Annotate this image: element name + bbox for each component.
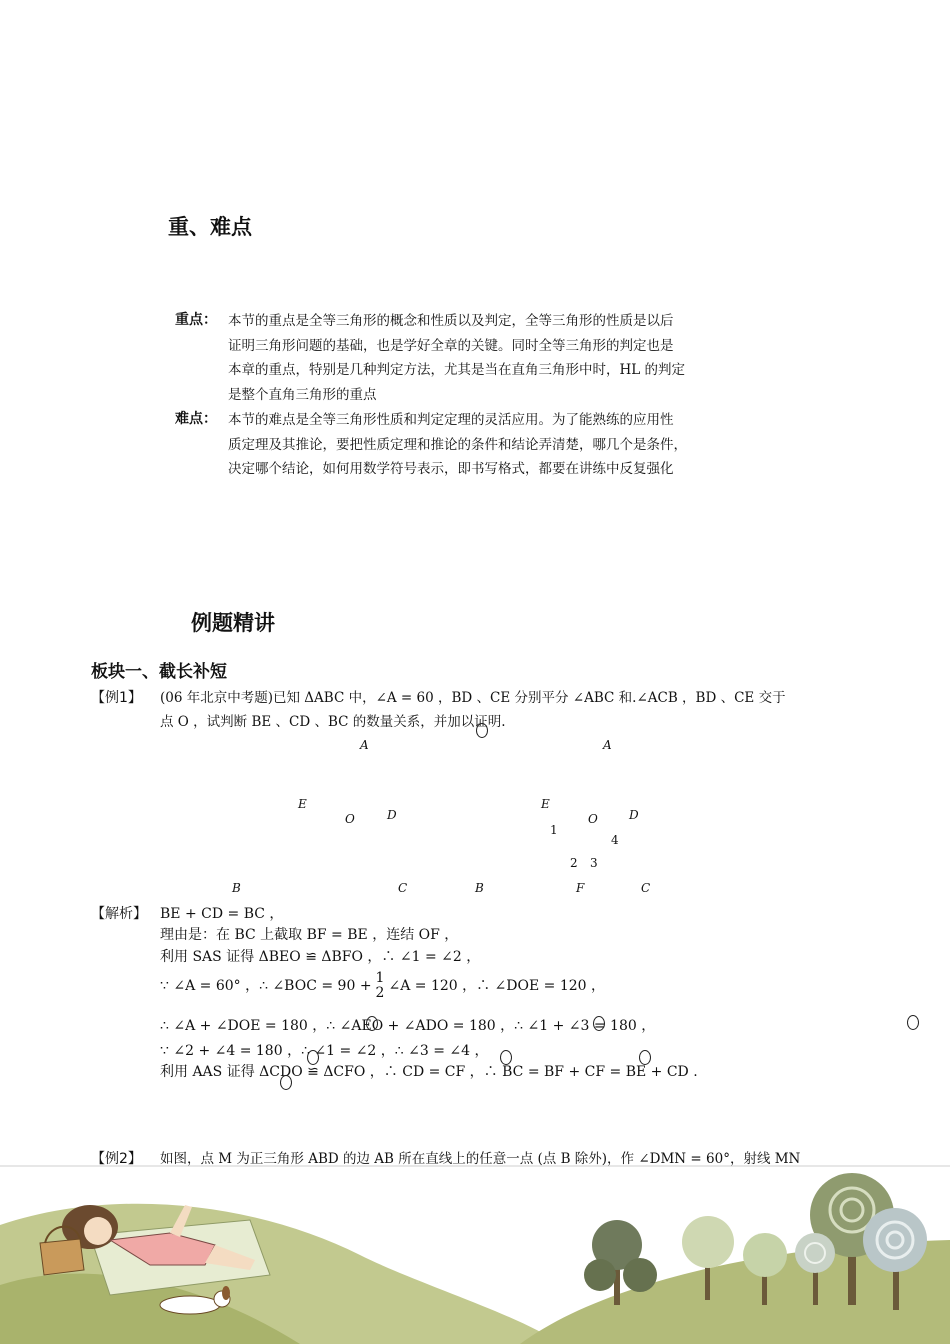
solution-line-3 <box>160 968 605 1004</box>
difficult-points-label: 难点： <box>175 411 217 427</box>
solution-line-2: 利用 SAS 证得 ΔBEO ≌ ΔBFO ，∴ ∠1 = ∠2 ， <box>160 949 481 965</box>
fig2-label-1: 1 <box>550 823 558 837</box>
fig2-label-2: 2 <box>570 856 578 870</box>
example-2-tag: 【例2】 <box>91 1151 142 1167</box>
solution-line-3-left: ∵ ∠A = 60° ，∴ ∠BOC = 90 + <box>160 978 372 994</box>
fig2-label-4: 4 <box>611 833 619 847</box>
fig1-label-b: B <box>232 881 241 895</box>
fig2-label-d: D <box>629 808 639 822</box>
margin-circle-mark <box>476 723 488 738</box>
fig1-label-d: D <box>387 808 397 822</box>
margin-circle-mark <box>907 1015 919 1030</box>
fig2-label-o: O <box>588 812 598 826</box>
margin-circle-mark <box>307 1050 319 1065</box>
fig2-label-a: A <box>603 738 612 752</box>
key-points-label: 重点： <box>175 312 217 328</box>
fig1-label-o: O <box>345 812 355 826</box>
margin-circle-mark <box>639 1050 651 1065</box>
difficult-points-line-1: 本节的难点是全等三角形性质和判定定理的灵活应用。为了能熟练的应用性 <box>228 412 674 428</box>
solution-line-1: 理由是：在 BC 上截取 BF = BE ，连结 OF ， <box>160 927 459 943</box>
margin-circle-mark <box>500 1050 512 1065</box>
section-title: 板块一、截长补短 <box>91 662 227 682</box>
solution-line-6: 利用 AAS 证得 ΔCDO ≌ ΔCFO ，∴ CD = CF ，∴ BC = BF + CF = BE + CD . <box>160 1064 698 1080</box>
margin-circle-mark <box>593 1016 605 1031</box>
solution-line-3-right: ∠A = 120 ，∴ ∠DOE = 120 ， <box>388 978 606 994</box>
fig1-label-a: A <box>360 738 369 752</box>
solution-line-0: BE + CD = BC ， <box>160 906 284 922</box>
fig2-label-3: 3 <box>590 856 598 870</box>
solution-line-5: ∵ ∠2 + ∠4 = 180 ，∴ ∠1 = ∠2 ，∴ ∠3 = ∠4 ， <box>160 1043 489 1059</box>
heading-key-points: 重、难点 <box>168 215 252 239</box>
solution-tag: 【解析】 <box>91 906 147 922</box>
fraction-numerator: 1 <box>375 970 385 986</box>
key-points-line-1: 本节的重点是全等三角形的概念和性质以及判定，全等三角形的性质是以后 <box>228 313 674 329</box>
example-1-tag: 【例1】 <box>91 690 142 706</box>
key-points-line-3: 本章的重点，特别是几种判定方法，尤其是当在直角三角形中时，HL 的判定 <box>228 362 686 378</box>
fig1-label-c: C <box>398 881 408 895</box>
fraction-denominator: 2 <box>375 985 385 1001</box>
footer-illustration <box>0 1165 950 1344</box>
example-1-line-1: (06 年北京中考题)已知 ΔABC 中，∠A = 60 ，BD 、CE 分别平分 ∠ABC 和.∠ACB ，BD 、CE 交于 <box>160 690 786 706</box>
fig1-label-e: E <box>298 797 307 811</box>
solution-line-4: ∴ ∠A + ∠DOE = 180 ，∴ ∠AEO + ∠ADO = 180 ，∴ ∠1 + ∠3 = 180 ， <box>160 1018 656 1034</box>
fraction-one-half <box>376 971 385 1001</box>
key-points-line-4: 是整个直角三角形的重点 <box>228 387 377 403</box>
margin-circle-mark <box>366 1016 378 1031</box>
margin-circle-mark <box>280 1075 292 1090</box>
example-1-line-2: 点 O ，试判断 BE 、CD 、BC 的数量关系，并加以证明. <box>160 714 506 730</box>
heading-examples: 例题精讲 <box>191 611 275 635</box>
fig2-label-c: C <box>641 881 651 895</box>
difficult-points-line-3: 决定哪个结论，如何用数学符号表示，即书写格式，都要在讲练中反复强化 <box>228 461 674 477</box>
difficult-points-line-2: 质定理及其推论，要把性质定理和推论的条件和结论弄清楚，哪几个是条件， <box>228 437 687 453</box>
fig2-label-e: E <box>541 797 550 811</box>
key-points-line-2: 证明三角形问题的基础，也是学好全章的关键。同时全等三角形的判定也是 <box>228 338 674 354</box>
example-2-line-1: 如图，点 M 为正三角形 ABD 的边 AB 所在直线上的任意一点 (点 B 除外)，作 ∠DMN = 60°，射线 MN <box>160 1151 801 1167</box>
fig2-label-f: F <box>576 881 585 895</box>
fig2-label-b: B <box>475 881 484 895</box>
